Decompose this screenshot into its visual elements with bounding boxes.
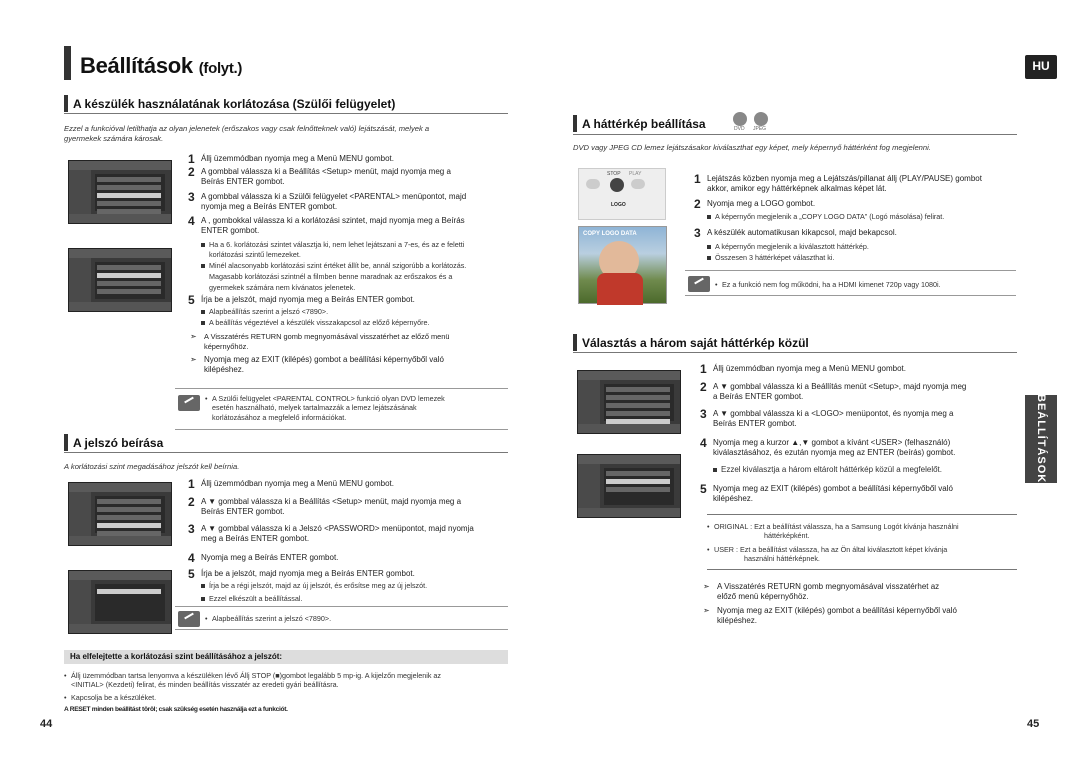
intro-text: A korlátozási szint megadásához jelszót kell beírnia. [64,462,240,471]
jpeg-disc-icon [754,112,768,126]
step-3: 3 A ▼ gombbal válassza ki a <LOGO> menüpontot, és nyomja meg a Beírás ENTER gombot. [700,407,954,429]
section-marker [573,334,577,351]
setup-screen-6 [577,454,681,518]
divider [64,113,508,114]
setup-screen-1 [68,160,172,224]
section-title-password: A jelszó beírása [73,436,164,450]
bullet: A képernyőn megjelenik a kiválasztott háttérkép. [707,242,869,251]
step-4: 4 A , gombokkal válassza ki a korlátozási szintet, majd nyomja meg a Beírás ENTER gombot. [188,214,465,236]
section-marker [64,434,68,451]
note-box: • Ez a funkció nem fog működni, ha a HDMI kimenet 720p vagy 1080i. [685,270,1016,296]
bullet-cont: gyermekek számára nem kívánatos jelenetek. [209,283,356,292]
bullet: Írja be a régi jelszót, majd az új jelszót, és erősítse meg az új jelszót. [201,581,427,590]
bullet: Ezzel elkészült a beállítással. [201,594,302,603]
jpeg-badge-label: JPEG [753,126,767,132]
reset-bullet: • Kapcsolja be a készüléket. [64,693,156,702]
step-3: 3 A gombbal válassza ki a Szülői felügyelet <PARENTAL> menüpontot, majd nyomja meg a Beírás ENTER gombot. [188,190,467,212]
bullet: Alapbeállítás szerint a jelszó <7890>. [201,307,328,316]
reset-footnote: A RESET minden beállítást töröl; csak szükség esetén használja ezt a funkciót. [64,706,288,713]
step-5: 5 Írja be a jelszót, majd nyomja meg a Beírás ENTER gombot. [188,567,415,581]
setup-screen-5 [577,370,681,434]
dvd-badge-label: DVD [734,126,745,132]
bullet: Minél alacsonyabb korlátozási szint értéket állít be, annál szigorúbb a korlátozás. [201,261,466,270]
pencil-note-icon [178,395,200,411]
bullet: Összesen 3 háttérképet választhat ki. [707,253,834,262]
step-4: 4 Nyomja meg a kurzor ▲,▼ gombot a kívánt <USER> (felhasználó) kiválasztásához, és ezután nyomja meg az ENTER (beírás) gombot. [700,436,956,458]
remote-control-image: STOP PLAY LOGO [578,168,666,220]
step-4: 4 Nyomja meg a Beírás ENTER gombot. [188,551,339,565]
section-title-choose-bg: Választás a három saját háttérkép közül [582,336,809,350]
reset-bullet: • Állj üzemmódban tartsa lenyomva a készüléken lévő Állj STOP (■)gombot legalább 5 mp-ig. A kijelzőn megjelenik az <INITIAL> (Kezdeti) felirat, és minden beállítás visszatér az eredeti gyári beállításra. [64,671,441,690]
bullet: A képernyőn megjelenik a „COPY LOGO DATA” (Logó másolása) felirat. [707,212,944,221]
intro-text: DVD vagy JPEG CD lemez lejátszásakor kiválaszthat egy képet, mely képernyő háttérként fog megjelenni. [573,143,931,152]
section-title-background: A háttérkép beállítása [582,117,706,131]
return-tip: ➣ A Visszatérés RETURN gomb megnyomásával visszatérhet az előző menü képernyőhöz. [703,582,940,602]
section-marker [573,115,577,132]
step-5: 5 Írja be a jelszót, majd nyomja meg a Beírás ENTER gombot. [188,293,415,307]
step-1: 1 Állj üzemmódban nyomja meg a Menü MENU gombot. [188,477,394,491]
step-3: 3 A készülék automatikusan kikapcsol, majd bekapcsol. [694,226,897,240]
note-box: • Alapbeállítás szerint a jelszó <7890>. [175,606,508,630]
title-bar [64,46,71,80]
reset-box-title: Ha elfelejtette a korlátozási szint beállításához a jelszót: [64,650,508,664]
divider [64,452,508,453]
return-tip: ➣ A Visszatérés RETURN gomb megnyomásával visszatérhet az előző menü képernyőhöz. [190,332,450,351]
divider [573,352,1017,353]
chapter-side-tab: BEÁLLÍTÁSOK [1025,395,1057,483]
language-badge: HU [1025,55,1057,79]
step-1: 1 Állj üzemmódban nyomja meg a Menü MENU gombot. [188,152,394,166]
arrow-icon: ➣ [190,355,197,364]
background-photo: COPY LOGO DATA [578,226,667,304]
step-3: 3 A ▼ gombbal válassza ki a Jelszó <PASSWORD> menüpontot, majd nyomja meg a Beírás ENTER gombot. [188,522,474,544]
divider [573,134,1017,135]
setup-screen-3 [68,482,172,546]
bullet: Ha a 6. korlátozási szintet választja ki, nem lehet lejátszani a 7-es, és az e feletti [201,240,464,249]
step-1: 1 Lejátszás közben nyomja meg a Lejátszás/pillanat állj (PLAY/PAUSE) gombot akkor, amikor egy háttérképnek alkalmas képet lát. [694,172,982,194]
exit-tip: ➣ Nyomja meg az EXIT (kilépés) gombot a beállítási képernyőből való kilépéshez. [190,355,444,375]
section-title-parental: A készülék használatának korlátozása (Szülői felügyelet) [73,97,396,111]
arrow-icon: ➣ [703,582,710,591]
arrow-icon: ➣ [703,606,710,615]
pencil-note-icon [178,611,200,627]
dvd-disc-icon [733,112,747,126]
section-marker [64,95,68,112]
note-box: • A Szülői felügyelet <PARENTAL CONTROL> funkció olyan DVD lemezek esetén használható, melyek tartalmazzák a lemez lejátszásának korlátozásához a megfelelő információkat. [175,388,508,430]
option-original: • ORIGINAL : Ezt a beállítást válassza, ha a Samsung Logót kívánja használni háttérképként. [707,522,959,541]
page-number-right: 45 [1027,718,1040,730]
bullet-cont: korlátozási szintű lemezeket. [209,250,301,259]
setup-screen-4 [68,570,172,634]
step-5: 5 Nyomja meg az EXIT (kilépés) gombot a beállítási képernyőből való kilépéshez. [700,482,953,504]
step-2: 2 A ▼ gombbal válassza ki a Beállítás <Setup> menüt, majd nyomja meg a Beírás ENTER gombot. [188,495,462,517]
page-title: Beállítások (folyt.) [80,53,243,78]
arrow-icon: ➣ [190,332,197,341]
setup-screen-2 [68,248,172,312]
step-2: 2 A gombbal válassza ki a Beállítás <Setup> menüt, majd nyomja meg a Beírás ENTER gombot. [188,165,451,187]
pencil-note-icon [688,276,710,292]
divider [707,514,1017,515]
divider [707,569,1017,570]
stop-button-icon [610,178,624,192]
page-number-left: 44 [40,718,53,730]
intro-text: Ezzel a funkcióval letilthatja az olyan jelenetek (erőszakos vagy csak felnőtteknek való) lejátszását, melyek a gyermekek számára károsak. [64,124,430,143]
bullet: A beállítás végeztével a készülék visszakapcsol az előző képernyőre. [201,318,430,327]
step-2: 2 Nyomja meg a LOGO gombot. [694,197,816,211]
bullet: Ezzel kiválasztja a három eltárolt háttérkép közül a megfelelőt. [713,465,942,475]
step-1: 1 Állj üzemmódban nyomja meg a Menü MENU gombot. [700,362,906,376]
step-2: 2 A ▼ gombbal válassza ki a Beállítás menüt <Setup>, majd nyomja meg a Beírás ENTER gombot. [700,380,967,402]
bullet-cont: Magasabb korlátozási szintnél a filmben benne maradnak az erőszakos és a [209,272,453,281]
option-user: • USER : Ezt a beállítást válassza, ha az Ön által kiválasztott képet kívánja használni háttérképnek. [707,545,947,564]
exit-tip: ➣ Nyomja meg az EXIT (kilépés) gombot a beállítási képernyőből való kilépéshez. [703,606,957,626]
